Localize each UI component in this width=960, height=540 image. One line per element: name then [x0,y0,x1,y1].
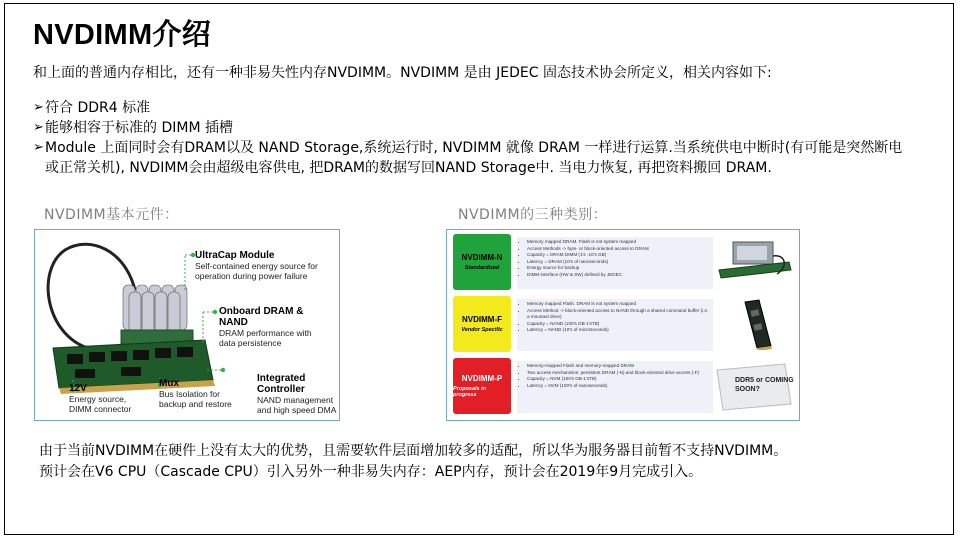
type-point: • Capacity = NAND (100's GB-1'sTB) [527,321,709,328]
ultracap-label [195,250,335,281]
type-badge-f [453,296,511,352]
controller-title: Integrated Controller [257,373,306,395]
mux-label [159,378,239,409]
type-point: • Capacity = DRAM DIMM (1's -10's GB) [527,252,709,259]
figure-left-caption: NVDIMM基本元件： [44,207,179,223]
type-point: • Memory-mapped Flash and memory-mapped DRAM [527,363,709,370]
flash-dimm-image [715,298,793,350]
type-name: NVDIMM-F [462,315,502,324]
v12-title: 12V [69,383,87,394]
dram-title: Onboard DRAM & NAND [219,306,304,328]
bullet-text: 符合 DDR4 标准 [45,100,151,116]
v12-desc: Energy source, DIMM connector [69,394,132,414]
type-point: • Memory mapped Flash. DRAM is not system mapped [527,301,709,308]
conclusion-line: 由于当前NVDIMM在硬件上没有太大的优势，且需要软件层面增加较多的适配，所以华为服务器目前暂不支持NVDIMM。 [39,443,788,459]
dimm-module-image [715,236,793,288]
nvdimm-types-figure [446,229,800,421]
type-name: NVDIMM-N [461,253,503,262]
type-badge-n [453,234,511,290]
bullet-arrow-icon: ➢ [33,140,44,155]
type-status: Standardized [464,265,500,271]
mux-desc: Bus Isolation for backup and restore [159,389,232,409]
slide-title: NVDIMM介绍 [33,19,212,51]
conclusion-paragraph [39,441,787,483]
type-point: • Access Methods -> byte- or block-oriented access to DRAM [527,246,709,253]
conclusion-line: 预计会在V6 CPU（Cascade CPU）引入另外一种非易失内存：AEP内存，预计会在2019年9月完成引入。 [39,464,703,480]
type-point: • DIMM interface (HW & SW) defined by JEDEC [527,272,709,279]
type-point: • Memory mapped DRAM. Flash is not system mapped [527,239,709,246]
type-description [517,237,713,289]
type-point: • Latency = NAND (10's of microseconds) [527,327,709,334]
type-status: Vendor Specific [461,327,503,333]
type-description [517,361,713,413]
type-point: • Capacity = NVM (100's GB-1'sTB) [527,376,709,383]
type-point: • Latency = NVM (100's of nanoseconds) [527,383,709,390]
type-point: • Energy source for backup [527,265,709,272]
mux-title: Mux [159,378,179,389]
type-point: • Access Method -> block-oriented access to NAND through a shared command buffer (i.e. a mounted drive) [527,308,709,321]
type-row-f [453,296,793,352]
type-row-p [453,358,793,414]
ultracap-title: UltraCap Module [195,250,275,261]
bullet-arrow-icon: ➢ [33,120,44,135]
v12-label [69,383,149,414]
nvdimm-components-figure [34,229,340,421]
type-status: Proposals in progress [453,386,487,398]
dram-desc: DRAM performance with data persistence [219,328,312,348]
ddr-note: DDR5 or COMING SOON? [735,377,794,393]
type-point: • Two access mechanisms: persistent DRAM (-N) and block-oriented drive access (-F) [527,370,709,377]
bullet-text: Module 上面同时会有DRAM以及 NAND Storage,系统运行时, NVDIMM 就像 DRAM 一样进行运算.当系统供电中断时(有可能是突然断电或正常关机), NVDIMM会由超级电容供电, 把DRAM的数据写回NAND Storage中. 当电力恢复, 再把资料搬回 DRAM. [45,140,903,176]
bullet-text: 能够相容于标准的 DIMM 插槽 [45,120,233,136]
bullet-item [33,98,913,118]
figure-right-caption: NVDIMM的三种类别： [458,207,608,223]
ultracap-desc: Self-contained energy source for operation during power failure [195,261,318,281]
type-name: NVDIMM-P [461,374,503,383]
type-badge-p [453,358,511,414]
type-point: • Latency = DRAM (10's of nanoseconds) [527,259,709,266]
dram-label [219,306,329,348]
bullet-arrow-icon: ➢ [33,100,44,115]
bullet-item [33,118,913,138]
bullet-list [33,98,913,178]
controller-desc: NAND management and high speed DMA [257,395,337,415]
bullet-item [33,138,913,178]
type-description [517,299,713,351]
controller-label [257,373,337,415]
type-row-n [453,234,793,290]
intro-paragraph: 和上面的普通内存相比，还有一种非易失性内存NVDIMM。NVDIMM 是由 JEDEC 固态技术协会所定义，相关内容如下: [33,65,772,81]
